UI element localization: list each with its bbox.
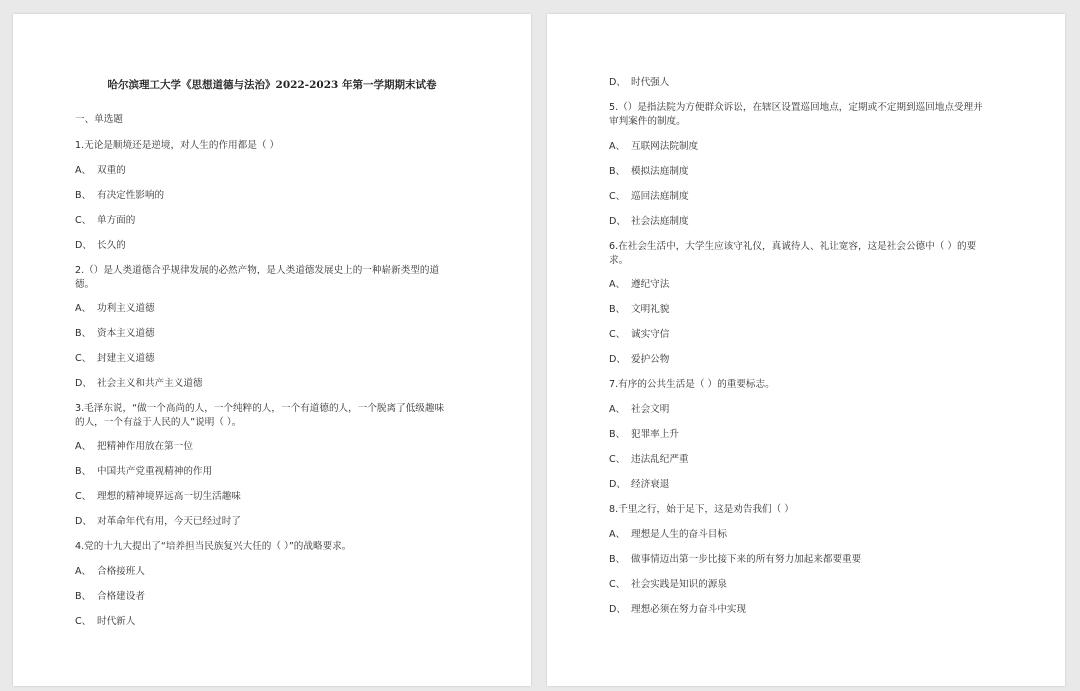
option-text: 遵纪守法: [631, 279, 670, 290]
option-letter: A、: [75, 303, 92, 314]
question-6-option-c: [609, 328, 1025, 342]
option-text: 功利主义道德: [97, 303, 155, 314]
question-7-option-c: [609, 453, 1025, 467]
question-8-option-a: [609, 528, 1025, 542]
option-letter: C、: [75, 353, 92, 364]
option-text: 诚实守信: [631, 329, 670, 340]
option-text: 中国共产党重视精神的作用: [97, 466, 213, 477]
option-text: 封建主义道德: [97, 353, 155, 364]
option-text: 理想的精神境界远高一切生活趣味: [97, 491, 241, 502]
option-text: 单方面的: [97, 215, 136, 226]
option-text: 长久的: [97, 240, 126, 251]
question-5-option-c: [609, 190, 1025, 204]
question-5-text-line1: 5.（）是指法院为方便群众诉讼，在辖区设置巡回地点，定期或不定期到巡回地点受理并: [609, 102, 983, 113]
option-letter: B、: [75, 466, 92, 477]
question-2-text-line1: 2.（）是人类道德合乎规律发展的必然产物，是人类道德发展史上的一种崭新类型的道: [75, 265, 440, 276]
option-letter: C、: [609, 191, 626, 202]
question-3-option-c: [75, 490, 491, 504]
question-2-option-c: [75, 352, 491, 366]
question-8-text: 8.千里之行，始于足下，这是劝告我们（ ）: [609, 504, 794, 515]
question-3-option-d: [75, 515, 491, 529]
question-1-text: 1.无论是顺境还是逆境，对人生的作用都是（ ）: [75, 140, 280, 151]
option-letter: B、: [609, 166, 626, 177]
document-page-left: [13, 14, 531, 686]
question-3-text-line1: 3.毛泽东说，“做一个高尚的人，一个纯粹的人，一个有道德的人，一个脱离了低级趣味: [75, 403, 445, 414]
option-letter: D、: [609, 77, 626, 88]
option-letter: A、: [75, 566, 92, 577]
option-letter: D、: [609, 216, 626, 227]
question-2-text-line2: 德。: [75, 279, 95, 290]
question-4-text: 4.党的十九大提出了“培养担当民族复兴大任的（ ）”的战略要求。: [75, 541, 352, 552]
question-5-option-b: [609, 165, 1025, 179]
question-3-text-line2: 的人，一个有益于人民的人”说明（ ）。: [75, 417, 242, 428]
option-letter: C、: [75, 215, 92, 226]
option-text: 把精神作用放在第一位: [97, 441, 193, 452]
section-heading: 一、单选题: [75, 114, 123, 125]
question-4-option-c: [75, 615, 491, 629]
option-text: 理想是人生的奋斗目标: [631, 529, 727, 540]
option-letter: A、: [609, 141, 626, 152]
option-letter: A、: [609, 279, 626, 290]
option-letter: C、: [609, 329, 626, 340]
question-1-option-a: [75, 164, 491, 178]
question-1-option-b: [75, 189, 491, 203]
option-text: 违法乱纪严重: [631, 454, 689, 465]
question-6-option-d: [609, 353, 1025, 367]
option-letter: B、: [75, 190, 92, 201]
option-text: 社会文明: [631, 404, 670, 415]
option-letter: B、: [75, 328, 92, 339]
option-letter: A、: [609, 404, 626, 415]
option-letter: C、: [609, 579, 626, 590]
question-7-text: 7.有序的公共生活是（ ）的重要标志。: [609, 379, 775, 390]
question-1-option-c: [75, 214, 491, 228]
question-6-option-a: [609, 278, 1025, 292]
question-8-option-d: [609, 603, 1025, 617]
option-letter: A、: [75, 441, 92, 452]
question-8-option-b: [609, 553, 1025, 567]
option-letter: D、: [609, 604, 626, 615]
option-letter: B、: [609, 554, 626, 565]
question-2-option-b: [75, 327, 491, 341]
option-letter: D、: [609, 354, 626, 365]
question-7-option-a: [609, 403, 1025, 417]
question-1-option-d: [75, 239, 491, 253]
question-7-option-b: [609, 428, 1025, 442]
question-5-option-d: [609, 215, 1025, 229]
question-4-option-b: [75, 590, 491, 604]
option-letter: A、: [75, 165, 92, 176]
option-letter: D、: [75, 240, 92, 251]
option-text: 合格接班人: [97, 566, 145, 577]
option-letter: C、: [609, 454, 626, 465]
question-4-option-a: [75, 565, 491, 579]
document-page-right: [547, 14, 1065, 686]
option-text: 社会主义和共产主义道德: [97, 378, 203, 389]
option-text: 时代新人: [97, 616, 136, 627]
option-text: 合格建设者: [97, 591, 145, 602]
question-4-option-d: [609, 76, 1025, 90]
question-7-option-d: [609, 478, 1025, 492]
option-text: 对革命年代有用，今天已经过时了: [97, 516, 241, 527]
option-letter: B、: [609, 429, 626, 440]
option-text: 社会实践是知识的源泉: [631, 579, 727, 590]
option-text: 文明礼貌: [631, 304, 670, 315]
option-text: 时代强人: [631, 77, 670, 88]
option-text: 巡回法庭制度: [631, 191, 689, 202]
question-3-option-a: [75, 440, 491, 454]
question-3-option-b: [75, 465, 491, 479]
question-8-option-c: [609, 578, 1025, 592]
option-letter: D、: [609, 479, 626, 490]
question-5-option-a: [609, 140, 1025, 154]
option-text: 理想必须在努力奋斗中实现: [631, 604, 747, 615]
option-letter: D、: [75, 378, 92, 389]
question-2-option-a: [75, 302, 491, 316]
option-text: 经济衰退: [631, 479, 670, 490]
question-6-option-b: [609, 303, 1025, 317]
option-text: 互联网法院制度: [631, 141, 699, 152]
question-2-option-d: [75, 377, 491, 391]
option-text: 爱护公物: [631, 354, 670, 365]
question-6-text-line1: 6.在社会生活中，大学生应该守礼仪，真诚待人、礼让宽容，这是社会公德中（ ）的要: [609, 241, 977, 252]
option-text: 模拟法庭制度: [631, 166, 689, 177]
option-letter: C、: [75, 616, 92, 627]
option-letter: D、: [75, 516, 92, 527]
option-text: 做事情迈出第一步比接下来的所有努力加起来都要重要: [631, 554, 862, 565]
option-letter: B、: [609, 304, 626, 315]
option-text: 资本主义道德: [97, 328, 155, 339]
question-5-text-line2: 审判案件的制度。: [609, 116, 686, 127]
option-text: 双重的: [97, 165, 126, 176]
option-text: 有决定性影响的: [97, 190, 165, 201]
exam-title: 哈尔滨理工大学《思想道德与法治》2022-2023 年第一学期期末试卷: [107, 79, 437, 91]
option-letter: C、: [75, 491, 92, 502]
option-text: 犯罪率上升: [631, 429, 679, 440]
question-6-text-line2: 求。: [609, 255, 629, 266]
option-letter: B、: [75, 591, 92, 602]
option-text: 社会法庭制度: [631, 216, 689, 227]
option-letter: A、: [609, 529, 626, 540]
